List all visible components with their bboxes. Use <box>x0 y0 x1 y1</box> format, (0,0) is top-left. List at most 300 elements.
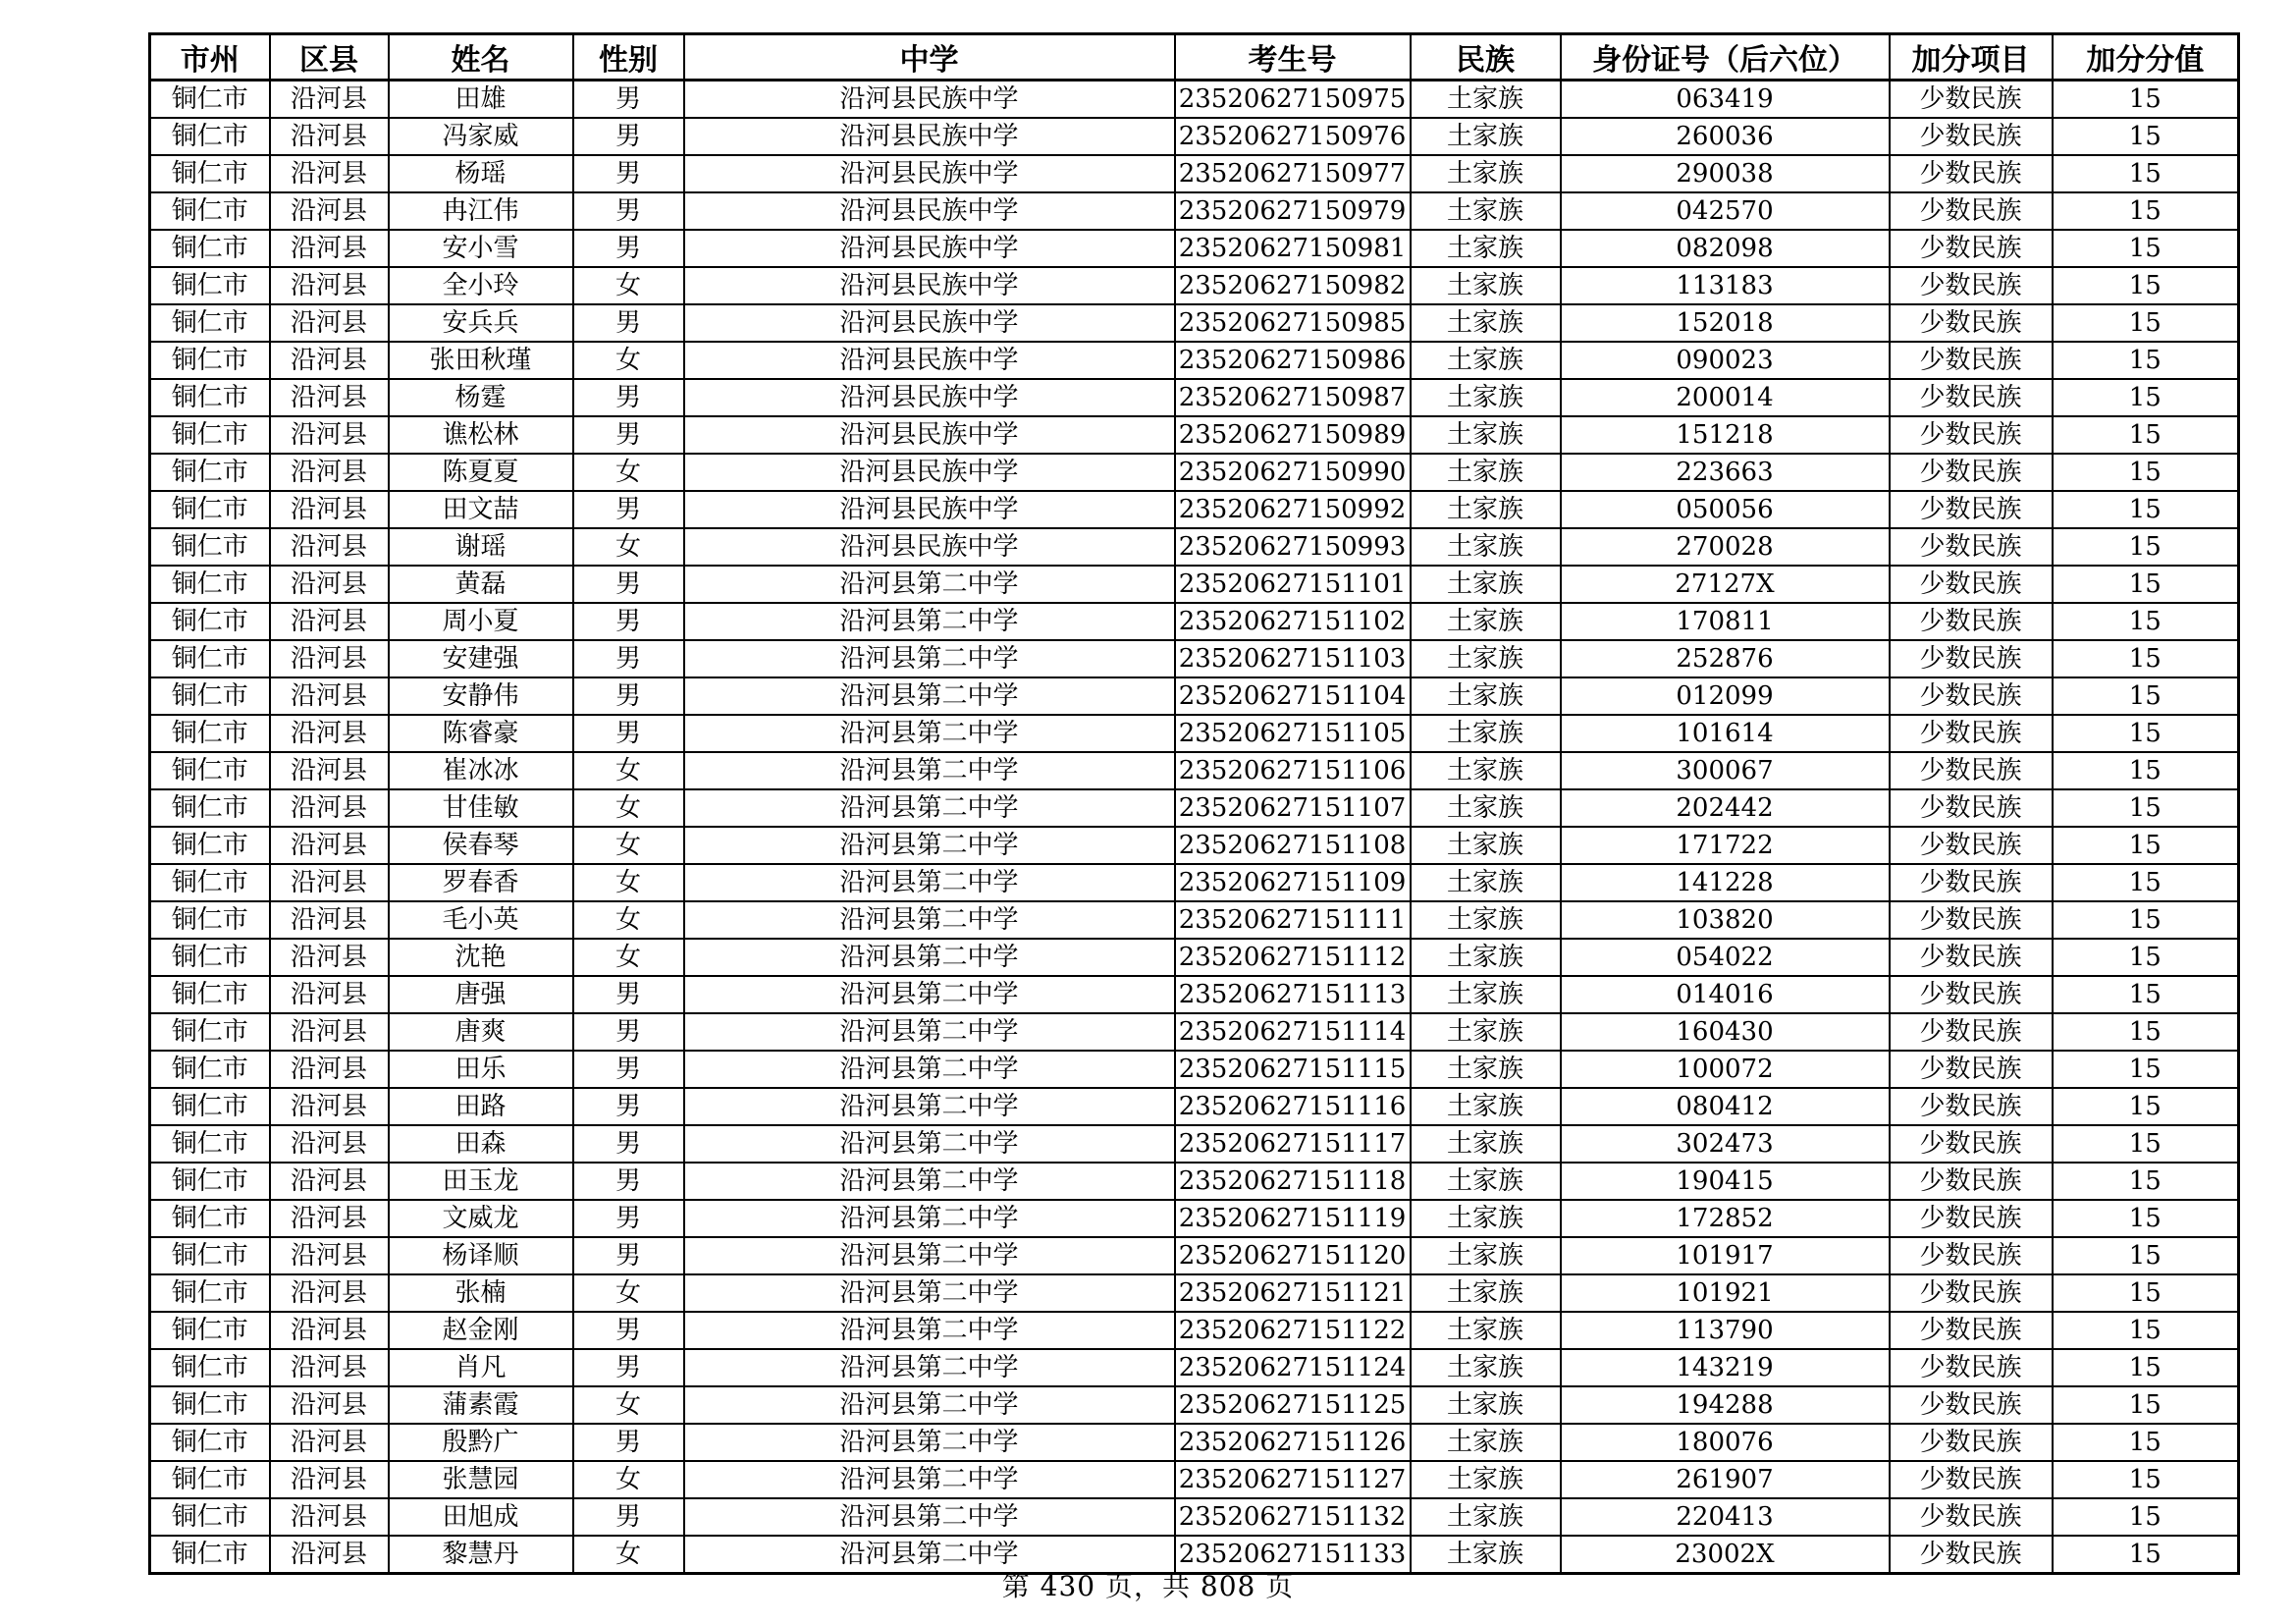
cell-school: 沿河县第二中学 <box>684 1536 1175 1574</box>
cell-school: 沿河县第二中学 <box>684 1163 1175 1200</box>
cell-exam-number: 23520627151101 <box>1175 566 1411 603</box>
cell-exam-number: 23520627151109 <box>1175 864 1411 901</box>
table-row <box>150 118 2239 155</box>
cell-ethnicity: 土家族 <box>1411 118 1561 155</box>
cell-city: 铜仁市 <box>150 715 270 752</box>
table-row <box>150 1013 2239 1051</box>
cell-school: 沿河县民族中学 <box>684 379 1175 416</box>
cell-name: 张慧园 <box>389 1461 573 1498</box>
cell-ethnicity: 土家族 <box>1411 454 1561 491</box>
cell-bonus-item: 少数民族 <box>1890 976 2053 1013</box>
cell-ethnicity: 土家族 <box>1411 1498 1561 1536</box>
cell-gender: 女 <box>573 1461 684 1498</box>
cell-city: 铜仁市 <box>150 752 270 789</box>
table-row <box>150 304 2239 342</box>
cell-name: 田乐 <box>389 1051 573 1088</box>
cell-exam-number: 23520627150993 <box>1175 528 1411 566</box>
cell-bonus-value: 15 <box>2053 1498 2239 1536</box>
cell-county: 沿河县 <box>270 1536 389 1574</box>
cell-bonus-item: 少数民族 <box>1890 640 2053 677</box>
cell-ethnicity: 土家族 <box>1411 901 1561 939</box>
cell-county: 沿河县 <box>270 416 389 454</box>
cell-name: 田雄 <box>389 81 573 119</box>
cell-bonus-value: 15 <box>2053 752 2239 789</box>
cell-bonus-item: 少数民族 <box>1890 192 2053 230</box>
cell-name: 杨译顺 <box>389 1237 573 1274</box>
cell-bonus-item: 少数民族 <box>1890 1051 2053 1088</box>
cell-county: 沿河县 <box>270 640 389 677</box>
cell-gender: 男 <box>573 1200 684 1237</box>
cell-id-last-six: 101614 <box>1561 715 1890 752</box>
cell-id-last-six: 143219 <box>1561 1349 1890 1386</box>
cell-county: 沿河县 <box>270 1424 389 1461</box>
cell-name: 陈夏夏 <box>389 454 573 491</box>
cell-ethnicity: 土家族 <box>1411 1386 1561 1424</box>
cell-gender: 女 <box>573 864 684 901</box>
cell-name: 田路 <box>389 1088 573 1125</box>
cell-name: 周小夏 <box>389 603 573 640</box>
cell-city: 铜仁市 <box>150 566 270 603</box>
cell-bonus-item: 少数民族 <box>1890 1349 2053 1386</box>
cell-ethnicity: 土家族 <box>1411 1125 1561 1163</box>
cell-school: 沿河县第二中学 <box>684 1349 1175 1386</box>
cell-exam-number: 23520627151112 <box>1175 939 1411 976</box>
cell-id-last-six: 194288 <box>1561 1386 1890 1424</box>
cell-exam-number: 23520627151125 <box>1175 1386 1411 1424</box>
cell-id-last-six: 27127X <box>1561 566 1890 603</box>
cell-bonus-item: 少数民族 <box>1890 1274 2053 1312</box>
cell-county: 沿河县 <box>270 528 389 566</box>
cell-ethnicity: 土家族 <box>1411 379 1561 416</box>
cell-ethnicity: 土家族 <box>1411 267 1561 304</box>
cell-id-last-six: 113183 <box>1561 267 1890 304</box>
cell-county: 沿河县 <box>270 677 389 715</box>
table-row <box>150 1349 2239 1386</box>
cell-ethnicity: 土家族 <box>1411 1163 1561 1200</box>
cell-city: 铜仁市 <box>150 155 270 192</box>
cell-county: 沿河县 <box>270 789 389 827</box>
table-row <box>150 1163 2239 1200</box>
cell-ethnicity: 土家族 <box>1411 603 1561 640</box>
cell-id-last-six: 202442 <box>1561 789 1890 827</box>
cell-bonus-value: 15 <box>2053 118 2239 155</box>
table-row <box>150 1125 2239 1163</box>
cell-bonus-value: 15 <box>2053 976 2239 1013</box>
cell-exam-number: 23520627151115 <box>1175 1051 1411 1088</box>
cell-id-last-six: 101917 <box>1561 1237 1890 1274</box>
table-row <box>150 1461 2239 1498</box>
cell-name: 谯松林 <box>389 416 573 454</box>
cell-name: 唐强 <box>389 976 573 1013</box>
cell-city: 铜仁市 <box>150 1125 270 1163</box>
cell-bonus-value: 15 <box>2053 1237 2239 1274</box>
cell-gender: 女 <box>573 939 684 976</box>
cell-county: 沿河县 <box>270 81 389 119</box>
cell-city: 铜仁市 <box>150 1200 270 1237</box>
cell-school: 沿河县第二中学 <box>684 1424 1175 1461</box>
cell-county: 沿河县 <box>270 267 389 304</box>
cell-name: 黎慧丹 <box>389 1536 573 1574</box>
cell-bonus-item: 少数民族 <box>1890 1386 2053 1424</box>
cell-school: 沿河县民族中学 <box>684 342 1175 379</box>
cell-ethnicity: 土家族 <box>1411 827 1561 864</box>
cell-city: 铜仁市 <box>150 1051 270 1088</box>
cell-exam-number: 23520627150985 <box>1175 304 1411 342</box>
cell-gender: 男 <box>573 304 684 342</box>
cell-school: 沿河县民族中学 <box>684 416 1175 454</box>
cell-county: 沿河县 <box>270 1200 389 1237</box>
cell-ethnicity: 土家族 <box>1411 1424 1561 1461</box>
cell-exam-number: 23520627150981 <box>1175 230 1411 267</box>
cell-id-last-six: 252876 <box>1561 640 1890 677</box>
cell-county: 沿河县 <box>270 1386 389 1424</box>
cell-id-last-six: 270028 <box>1561 528 1890 566</box>
table-row <box>150 640 2239 677</box>
cell-ethnicity: 土家族 <box>1411 1312 1561 1349</box>
cell-ethnicity: 土家族 <box>1411 304 1561 342</box>
cell-city: 铜仁市 <box>150 1312 270 1349</box>
cell-bonus-item: 少数民族 <box>1890 118 2053 155</box>
table-row <box>150 715 2239 752</box>
cell-county: 沿河县 <box>270 230 389 267</box>
cell-bonus-value: 15 <box>2053 1200 2239 1237</box>
cell-bonus-value: 15 <box>2053 640 2239 677</box>
cell-name: 黄磊 <box>389 566 573 603</box>
cell-school: 沿河县第二中学 <box>684 1088 1175 1125</box>
cell-bonus-item: 少数民族 <box>1890 416 2053 454</box>
cell-ethnicity: 土家族 <box>1411 1349 1561 1386</box>
cell-city: 铜仁市 <box>150 304 270 342</box>
cell-county: 沿河县 <box>270 1013 389 1051</box>
cell-ethnicity: 土家族 <box>1411 81 1561 119</box>
cell-exam-number: 23520627151105 <box>1175 715 1411 752</box>
cell-gender: 男 <box>573 1013 684 1051</box>
table-row <box>150 81 2239 119</box>
cell-name: 殷黔广 <box>389 1424 573 1461</box>
cell-city: 铜仁市 <box>150 939 270 976</box>
cell-school: 沿河县民族中学 <box>684 230 1175 267</box>
cell-exam-number: 23520627151108 <box>1175 827 1411 864</box>
column-header-county: 区县 <box>270 34 389 81</box>
column-header-school: 中学 <box>684 34 1175 81</box>
cell-school: 沿河县第二中学 <box>684 566 1175 603</box>
cell-city: 铜仁市 <box>150 1461 270 1498</box>
table-row <box>150 976 2239 1013</box>
cell-name: 安小雪 <box>389 230 573 267</box>
cell-name: 田旭成 <box>389 1498 573 1536</box>
cell-school: 沿河县第二中学 <box>684 1461 1175 1498</box>
cell-bonus-item: 少数民族 <box>1890 603 2053 640</box>
cell-county: 沿河县 <box>270 1349 389 1386</box>
cell-id-last-six: 101921 <box>1561 1274 1890 1312</box>
cell-exam-number: 23520627151106 <box>1175 752 1411 789</box>
table-row <box>150 1088 2239 1125</box>
cell-bonus-value: 15 <box>2053 715 2239 752</box>
cell-school: 沿河县民族中学 <box>684 192 1175 230</box>
cell-county: 沿河县 <box>270 118 389 155</box>
cell-ethnicity: 土家族 <box>1411 1237 1561 1274</box>
cell-bonus-item: 少数民族 <box>1890 939 2053 976</box>
cell-bonus-value: 15 <box>2053 1163 2239 1200</box>
table-row <box>150 192 2239 230</box>
cell-city: 铜仁市 <box>150 454 270 491</box>
cell-id-last-six: 200014 <box>1561 379 1890 416</box>
cell-bonus-item: 少数民族 <box>1890 1536 2053 1574</box>
cell-county: 沿河县 <box>270 901 389 939</box>
cell-bonus-value: 15 <box>2053 379 2239 416</box>
cell-ethnicity: 土家族 <box>1411 976 1561 1013</box>
page-number-footer: 第 430 页，共 808 页 <box>1001 1570 1295 1602</box>
cell-ethnicity: 土家族 <box>1411 230 1561 267</box>
cell-bonus-item: 少数民族 <box>1890 677 2053 715</box>
cell-ethnicity: 土家族 <box>1411 939 1561 976</box>
cell-name: 安建强 <box>389 640 573 677</box>
cell-exam-number: 23520627150987 <box>1175 379 1411 416</box>
cell-bonus-item: 少数民族 <box>1890 304 2053 342</box>
cell-school: 沿河县民族中学 <box>684 454 1175 491</box>
cell-school: 沿河县第二中学 <box>684 677 1175 715</box>
cell-name: 毛小英 <box>389 901 573 939</box>
table-row <box>150 677 2239 715</box>
table-row <box>150 379 2239 416</box>
cell-school: 沿河县第二中学 <box>684 901 1175 939</box>
cell-bonus-item: 少数民族 <box>1890 81 2053 119</box>
cell-bonus-value: 15 <box>2053 1013 2239 1051</box>
cell-bonus-item: 少数民族 <box>1890 1163 2053 1200</box>
cell-gender: 女 <box>573 342 684 379</box>
cell-bonus-item: 少数民族 <box>1890 864 2053 901</box>
cell-gender: 男 <box>573 155 684 192</box>
cell-city: 铜仁市 <box>150 603 270 640</box>
cell-id-last-six: 090023 <box>1561 342 1890 379</box>
cell-bonus-item: 少数民族 <box>1890 752 2053 789</box>
cell-bonus-value: 15 <box>2053 1051 2239 1088</box>
cell-county: 沿河县 <box>270 715 389 752</box>
cell-city: 铜仁市 <box>150 81 270 119</box>
table-row <box>150 1237 2239 1274</box>
cell-county: 沿河县 <box>270 155 389 192</box>
cell-school: 沿河县民族中学 <box>684 304 1175 342</box>
cell-city: 铜仁市 <box>150 192 270 230</box>
cell-bonus-value: 15 <box>2053 155 2239 192</box>
cell-city: 铜仁市 <box>150 1349 270 1386</box>
cell-name: 张田秋瑾 <box>389 342 573 379</box>
cell-bonus-value: 15 <box>2053 304 2239 342</box>
cell-exam-number: 23520627151124 <box>1175 1349 1411 1386</box>
cell-name: 冉江伟 <box>389 192 573 230</box>
cell-id-last-six: 050056 <box>1561 491 1890 528</box>
cell-city: 铜仁市 <box>150 1088 270 1125</box>
cell-ethnicity: 土家族 <box>1411 789 1561 827</box>
cell-school: 沿河县第二中学 <box>684 603 1175 640</box>
cell-bonus-value: 15 <box>2053 454 2239 491</box>
cell-exam-number: 23520627150976 <box>1175 118 1411 155</box>
cell-school: 沿河县民族中学 <box>684 528 1175 566</box>
cell-ethnicity: 土家族 <box>1411 416 1561 454</box>
cell-exam-number: 23520627151133 <box>1175 1536 1411 1574</box>
cell-name: 肖凡 <box>389 1349 573 1386</box>
cell-city: 铜仁市 <box>150 416 270 454</box>
cell-gender: 女 <box>573 752 684 789</box>
cell-id-last-six: 300067 <box>1561 752 1890 789</box>
cell-bonus-item: 少数民族 <box>1890 1312 2053 1349</box>
table-row <box>150 566 2239 603</box>
table-row <box>150 491 2239 528</box>
cell-id-last-six: 260036 <box>1561 118 1890 155</box>
cell-city: 铜仁市 <box>150 789 270 827</box>
cell-name: 安静伟 <box>389 677 573 715</box>
cell-bonus-item: 少数民族 <box>1890 1088 2053 1125</box>
cell-id-last-six: 220413 <box>1561 1498 1890 1536</box>
cell-county: 沿河县 <box>270 603 389 640</box>
cell-county: 沿河县 <box>270 827 389 864</box>
cell-city: 铜仁市 <box>150 1274 270 1312</box>
cell-gender: 女 <box>573 1274 684 1312</box>
cell-bonus-value: 15 <box>2053 267 2239 304</box>
cell-city: 铜仁市 <box>150 1536 270 1574</box>
cell-bonus-value: 15 <box>2053 603 2239 640</box>
cell-ethnicity: 土家族 <box>1411 528 1561 566</box>
cell-school: 沿河县第二中学 <box>684 1051 1175 1088</box>
cell-bonus-value: 15 <box>2053 491 2239 528</box>
cell-gender: 男 <box>573 192 684 230</box>
cell-bonus-item: 少数民族 <box>1890 267 2053 304</box>
cell-ethnicity: 土家族 <box>1411 715 1561 752</box>
cell-gender: 女 <box>573 789 684 827</box>
cell-county: 沿河县 <box>270 752 389 789</box>
cell-exam-number: 23520627151132 <box>1175 1498 1411 1536</box>
cell-name: 罗春香 <box>389 864 573 901</box>
cell-id-last-six: 180076 <box>1561 1424 1890 1461</box>
table-row <box>150 789 2239 827</box>
cell-county: 沿河县 <box>270 976 389 1013</box>
cell-id-last-six: 082098 <box>1561 230 1890 267</box>
cell-school: 沿河县第二中学 <box>684 1125 1175 1163</box>
cell-gender: 男 <box>573 1088 684 1125</box>
cell-exam-number: 23520627150975 <box>1175 81 1411 119</box>
cell-id-last-six: 063419 <box>1561 81 1890 119</box>
cell-name: 全小玲 <box>389 267 573 304</box>
table-row <box>150 827 2239 864</box>
cell-exam-number: 23520627151113 <box>1175 976 1411 1013</box>
table-row <box>150 1312 2239 1349</box>
cell-name: 安兵兵 <box>389 304 573 342</box>
table-row <box>150 939 2239 976</box>
table-row <box>150 901 2239 939</box>
cell-county: 沿河县 <box>270 1312 389 1349</box>
cell-city: 铜仁市 <box>150 640 270 677</box>
cell-county: 沿河县 <box>270 1274 389 1312</box>
cell-bonus-value: 15 <box>2053 81 2239 119</box>
cell-ethnicity: 土家族 <box>1411 1274 1561 1312</box>
bonus-points-table <box>148 32 2240 1575</box>
table-row <box>150 603 2239 640</box>
table-row <box>150 155 2239 192</box>
column-header-exam-number: 考生号 <box>1175 34 1411 81</box>
cell-bonus-value: 15 <box>2053 1125 2239 1163</box>
cell-city: 铜仁市 <box>150 342 270 379</box>
cell-ethnicity: 土家族 <box>1411 342 1561 379</box>
cell-bonus-value: 15 <box>2053 1312 2239 1349</box>
cell-gender: 男 <box>573 640 684 677</box>
cell-gender: 女 <box>573 1386 684 1424</box>
cell-id-last-six: 080412 <box>1561 1088 1890 1125</box>
cell-exam-number: 23520627151127 <box>1175 1461 1411 1498</box>
cell-school: 沿河县民族中学 <box>684 491 1175 528</box>
cell-county: 沿河县 <box>270 939 389 976</box>
cell-bonus-item: 少数民族 <box>1890 342 2053 379</box>
table-row <box>150 416 2239 454</box>
cell-gender: 男 <box>573 603 684 640</box>
cell-gender: 男 <box>573 976 684 1013</box>
cell-ethnicity: 土家族 <box>1411 491 1561 528</box>
cell-school: 沿河县民族中学 <box>684 267 1175 304</box>
cell-bonus-item: 少数民族 <box>1890 491 2053 528</box>
cell-city: 铜仁市 <box>150 379 270 416</box>
cell-gender: 男 <box>573 491 684 528</box>
cell-city: 铜仁市 <box>150 1386 270 1424</box>
cell-name: 文威龙 <box>389 1200 573 1237</box>
cell-city: 铜仁市 <box>150 491 270 528</box>
cell-bonus-item: 少数民族 <box>1890 379 2053 416</box>
cell-bonus-value: 15 <box>2053 528 2239 566</box>
cell-exam-number: 23520627150986 <box>1175 342 1411 379</box>
cell-bonus-item: 少数民族 <box>1890 1125 2053 1163</box>
cell-city: 铜仁市 <box>150 230 270 267</box>
cell-gender: 男 <box>573 566 684 603</box>
cell-school: 沿河县第二中学 <box>684 1237 1175 1274</box>
cell-ethnicity: 土家族 <box>1411 1536 1561 1574</box>
cell-exam-number: 23520627151121 <box>1175 1274 1411 1312</box>
cell-city: 铜仁市 <box>150 267 270 304</box>
cell-id-last-six: 054022 <box>1561 939 1890 976</box>
cell-name: 谢瑶 <box>389 528 573 566</box>
column-header-id-last-six: 身份证号（后六位） <box>1561 34 1890 81</box>
cell-bonus-item: 少数民族 <box>1890 1498 2053 1536</box>
cell-bonus-item: 少数民族 <box>1890 715 2053 752</box>
cell-school: 沿河县第二中学 <box>684 1312 1175 1349</box>
cell-school: 沿河县第二中学 <box>684 1013 1175 1051</box>
cell-gender: 女 <box>573 454 684 491</box>
cell-county: 沿河县 <box>270 1051 389 1088</box>
cell-exam-number: 23520627150982 <box>1175 267 1411 304</box>
cell-bonus-item: 少数民族 <box>1890 901 2053 939</box>
cell-id-last-six: 100072 <box>1561 1051 1890 1088</box>
cell-city: 铜仁市 <box>150 528 270 566</box>
column-header-ethnicity: 民族 <box>1411 34 1561 81</box>
cell-bonus-value: 15 <box>2053 1536 2239 1574</box>
cell-exam-number: 23520627151103 <box>1175 640 1411 677</box>
cell-ethnicity: 土家族 <box>1411 864 1561 901</box>
cell-name: 田文喆 <box>389 491 573 528</box>
cell-gender: 男 <box>573 1051 684 1088</box>
table-row <box>150 864 2239 901</box>
cell-bonus-value: 15 <box>2053 566 2239 603</box>
cell-exam-number: 23520627150992 <box>1175 491 1411 528</box>
cell-id-last-six: 012099 <box>1561 677 1890 715</box>
cell-ethnicity: 土家族 <box>1411 1461 1561 1498</box>
cell-id-last-six: 141228 <box>1561 864 1890 901</box>
cell-gender: 男 <box>573 1312 684 1349</box>
cell-id-last-six: 23002X <box>1561 1536 1890 1574</box>
cell-county: 沿河县 <box>270 1461 389 1498</box>
cell-id-last-six: 171722 <box>1561 827 1890 864</box>
cell-name: 张楠 <box>389 1274 573 1312</box>
cell-id-last-six: 223663 <box>1561 454 1890 491</box>
cell-name: 田森 <box>389 1125 573 1163</box>
cell-bonus-value: 15 <box>2053 192 2239 230</box>
cell-gender: 男 <box>573 118 684 155</box>
